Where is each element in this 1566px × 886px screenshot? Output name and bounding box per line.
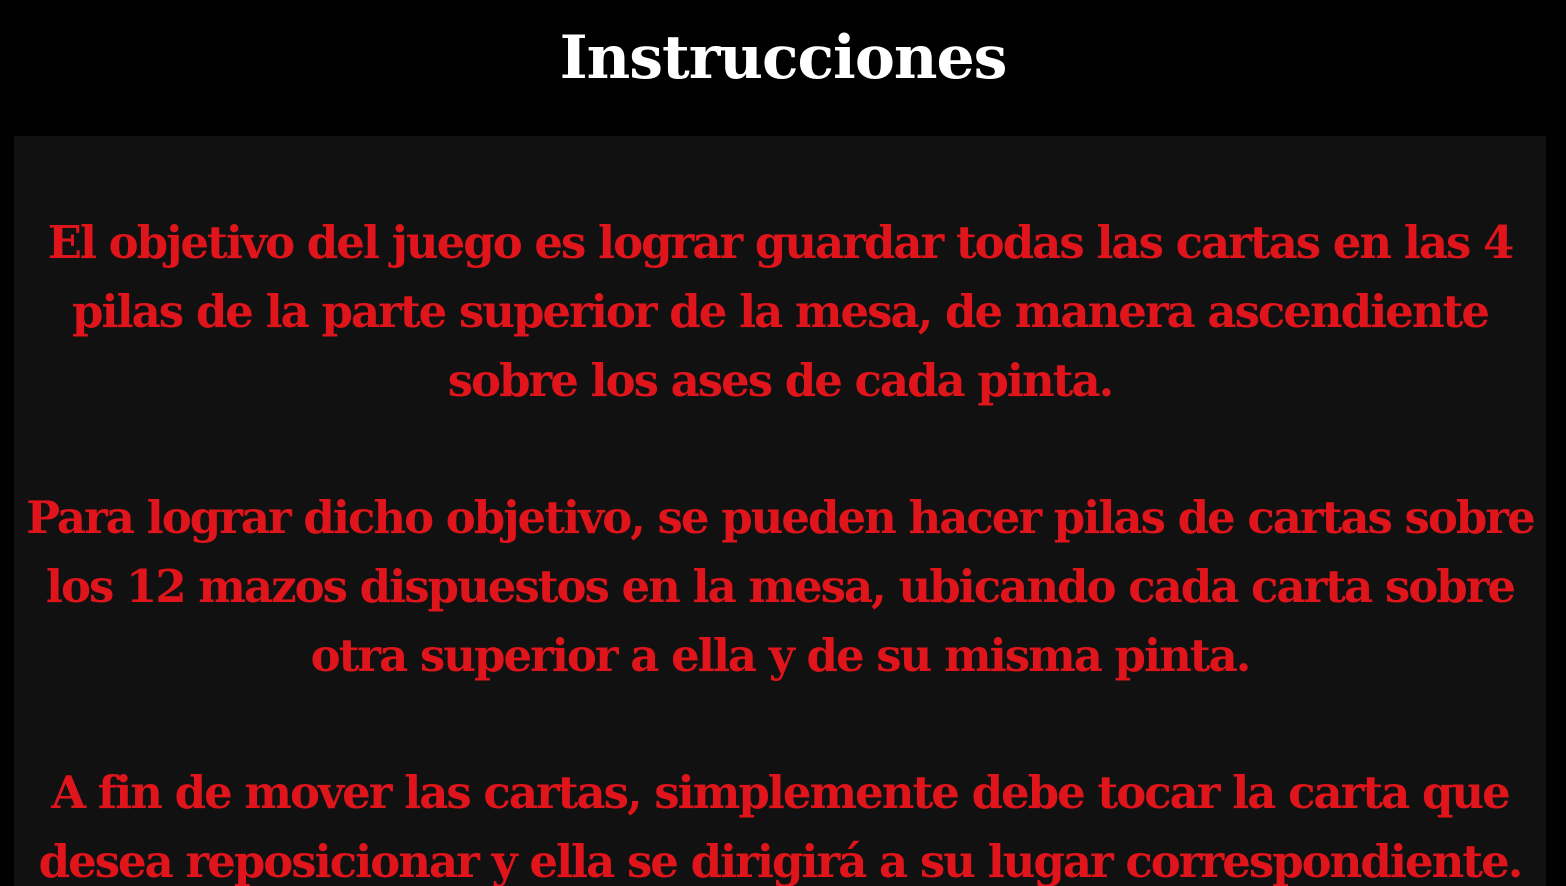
instruction-paragraph-strategy: Para lograr dicho objetivo, se pueden hacer pilas de cartas sobre los 12 mazos dispuestos en la mesa, ubicando cada carta sobre otra superior a ella y de su misma pinta. bbox=[26, 491, 1534, 682]
instruction-paragraph-controls: A fin de mover las cartas, simplemente debe tocar la carta que desea reposicionar y ella se dirigirá a su lugar correspondiente. bbox=[38, 766, 1522, 886]
page-title: Instrucciones bbox=[559, 23, 1007, 93]
instructions-panel[interactable] bbox=[14, 136, 1546, 886]
instruction-paragraph-objective: El objetivo del juego es lograr guardar todas las cartas en las 4 pilas de la parte superior de la mesa, de manera ascendiente sobre los ases de cada pinta. bbox=[47, 216, 1513, 407]
